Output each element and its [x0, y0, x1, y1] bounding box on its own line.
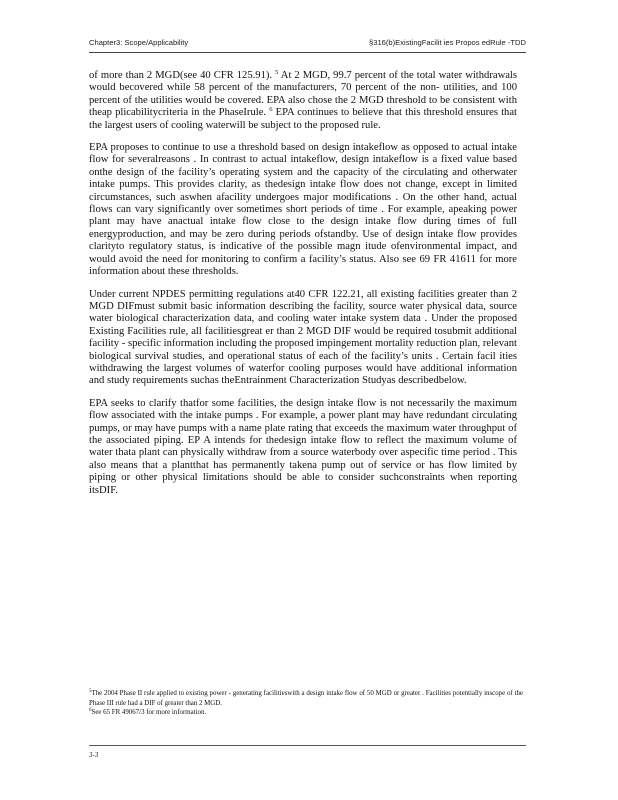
footnote	[89, 708, 523, 718]
footnote-reference[interactable]: 6	[269, 106, 273, 114]
footnote-marker: 5	[89, 689, 92, 694]
header-divider	[89, 52, 526, 53]
footnote-marker: 6	[89, 708, 92, 714]
page-number: 3-3	[89, 751, 99, 759]
footer-divider	[89, 745, 526, 746]
footnote-text: The 2004 Phase II rule applied to existing power - generating facilitieswith a design intake flow of 50 MGD or greater . Facilities potentially inscope of the Phase III rule had a DIF of greater than 2 MGD.	[89, 690, 523, 707]
header-chapter-title: Chapter3: Scope/Applicability	[89, 38, 189, 47]
paragraph-text: EPA continues to believe that this threshold ensures that the largest users of cooling waterwill be subject to the proposed rule.	[89, 107, 517, 131]
footnote-text: See 65 FR 49067/3 for more information.	[91, 709, 207, 717]
body-text	[89, 70, 517, 507]
footnotes	[89, 689, 523, 718]
paragraph-text: Under current NPDES permitting regulations at40 CFR 122.21, all existing facilities greater than 2 MGD DIFmust submit basic information describing the facility, source water physical data, source water biological characterization data, and cooling water intake system data . Under the proposed Existing Facilities rule, all facilitiesgreat er than 2 MGD DIF would be required tosubmit additional facility - specific information including the proposed impingement mortality reduction plan, relevant biological survival studies, and operational status of each of the facility’s units . Certain facil ities withdrawing the largest volumes of waterfor cooling purposes would have additional information and study requirements suchas theEntrainment Characterization Studyas describedbelow.	[89, 288, 517, 387]
footnote-reference[interactable]: 5	[275, 69, 279, 76]
paragraph	[89, 289, 517, 388]
paragraph-text: EPA seeks to clarify thatfor some facilities, the design intake flow is not necessarily the maximum flow associated with the intake pumps . For example, a power plant may have redundant circulating pumps, or may have pumps with a name plate rating that exceeds the maximum water throughput of the associated piping. EP A intends for thedesign intake flow to reflect the maximum volume of water thata plant can physically withdraw from a source waterbody over aspecific time period . This also means that a plantthat has permanently takena pump out of service or has flow limited by piping or other physical limitations should be able to consider suchconstraints when reporting itsDIF.	[89, 397, 517, 496]
running-header	[89, 38, 526, 50]
header-section-title: §316(b)ExistingFacilit ies Propos edRule -TDD	[369, 38, 526, 47]
paragraph	[89, 142, 517, 278]
paragraph	[89, 398, 517, 497]
paragraph-text: At 2 MGD, 99.7 percent of the total water withdrawals would becovered while 58 percent of the manufacturers, 70 percent of the non- utilities, and 100 percent of the utilities would be covered. EPA also chose the 2 MGD threshold to be consistent with theap plicabilitycriteria in the PhaseIrule.	[89, 70, 517, 119]
paragraph-text: of more than 2 MGD(see 40 CFR 125.91).	[89, 70, 276, 81]
paragraph-text: EPA proposes to continue to use a threshold based on design intakeflow as opposed to actual intake flow for severalreasons . In contrast to actual intakeflow, design intakeflow is a fixed value based onthe design of the facility’s operating system and the capacity of the circulating and otherwater intake pumps. This provides clarity, as thedesign intake flow does not change, except in limited circumstances, such aswhen afacility undergoes major modifications . On the other hand, actual flows can vary significantly over sometimes short periods of time . For example, apeaking power plant may have anactual intake flow close to the design intake flow during times of full energyproduction, and may be zero during periods ofstandby. Use of design intake flow provides clarityto regulatory status, is indicative of the possible magn itude ofenvironmental impact, and would avoid the need for monitoring to confirm a facility’s status. Also see 69 FR 41611 for more information about these thresholds.	[89, 142, 517, 278]
paragraph	[89, 70, 517, 132]
footnote	[89, 689, 523, 708]
